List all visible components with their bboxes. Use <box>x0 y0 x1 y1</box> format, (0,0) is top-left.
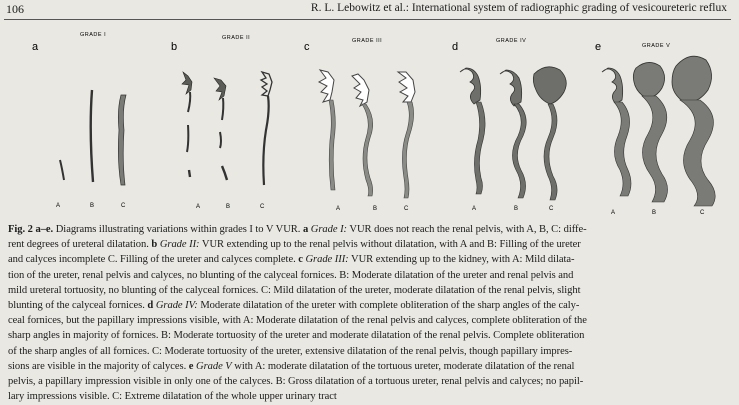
caption-line: rent degrees of ureteral dilatation. b Grade II: VUR extending up to the renal pelvis without dilatation, with A and B: Filling of the ureter <box>8 239 581 251</box>
figure-label: Fig. 2 a–e. <box>8 224 54 235</box>
grade-title-5: GRADE V <box>642 43 671 49</box>
grade1-c-ureter <box>118 95 126 185</box>
grade4-label-a: A <box>472 206 477 212</box>
grade2-c-drawing <box>261 72 272 185</box>
grade-title-1: GRADE I <box>80 32 107 38</box>
grade3-b-drawing <box>352 74 373 196</box>
grade4-b-drawing <box>500 70 526 198</box>
grade1-label-c: C <box>121 203 126 209</box>
grade2-b-drawing <box>214 78 227 180</box>
grade3-label-b: B <box>373 206 378 212</box>
caption-line: blunting of the calyceal fornices. d Grade IV: Moderate dilatation of the ureter with complete obliteration of the sharp angles of the caly- <box>8 300 580 312</box>
caption-line: sions are visible in the majority of calyces. e Grade V with A: moderate dilatation of the tortuous ureter, moderate dilatation of the renal <box>8 360 575 372</box>
grade1-a-ureter <box>60 160 64 180</box>
grade5-label-a: A <box>611 210 616 216</box>
grade5-b-drawing <box>633 62 667 202</box>
caption-line: tion of the ureter, renal pelvis and calyces, no blunting of the calyceal fornices. B: Moderate dilatation of the ureter and renal pelvis and <box>8 269 574 281</box>
caption-line: sharp angles in majority of fornices. B: Moderate tortuosity of the ureter and moderate dilatation of the renal pelvis. Complete obliteration <box>8 330 585 342</box>
grade-title-2: GRADE II <box>222 35 251 41</box>
grade1-label-b: B <box>90 203 95 209</box>
running-head: R. L. Lebowitz et al.: International system of radiographic grading of vesicoureteric reflux <box>310 2 727 14</box>
grade5-label-c: C <box>700 210 705 216</box>
page-header <box>0 2 739 18</box>
panel-letter-a: a <box>32 41 39 53</box>
page-number: 106 <box>6 2 24 16</box>
caption-line: of the sharp angles of all fornices. C: Moderate tortuosity of the ureter, extensive dilatation of the renal pelvis, though papillary impres- <box>8 345 573 357</box>
grade5-label-b: B <box>652 210 657 216</box>
caption-line: mild ureteral tortuosity, no blunting of the calyceal fornices. C: Mild dilatation of the ureter, moderate dilatation of the renal pelvis, slight <box>8 284 581 296</box>
figure-drawing <box>0 20 739 220</box>
grade1-label-a: A <box>56 203 61 209</box>
figure-2 <box>0 20 739 220</box>
panel-letter-d: d <box>452 41 459 53</box>
grade4-a-drawing <box>460 68 485 194</box>
grade5-a-drawing <box>602 68 631 196</box>
caption-line: lary impressions visible. C: Extreme dilatation of the whole upper urinary tract <box>8 391 337 403</box>
grade2-label-b: B <box>226 204 231 210</box>
grade-title-4: GRADE IV <box>496 38 527 44</box>
caption-line: and calyces incomplete C. Filling of the ureter and calyces complete. c Grade III: VUR extending up to the kidney, with A: Mild dilata- <box>8 254 575 266</box>
grade4-c-drawing <box>533 67 566 200</box>
grade4-label-b: B <box>514 206 519 212</box>
caption-line: Fig. 2 a–e. Diagrams illustrating variations within grades I to V VUR. a Grade I: VUR does not reach the renal pelvis, with A, B, C: diffe- <box>8 224 587 235</box>
grade-title-3: GRADE III <box>352 38 383 44</box>
panel-letter-e: e <box>595 41 602 53</box>
panel-letter-b: b <box>171 41 178 53</box>
grade3-label-c: C <box>404 206 409 212</box>
grade3-c-drawing <box>398 72 415 198</box>
grade2-label-a: A <box>196 204 201 210</box>
grade2-a-drawing <box>182 72 192 177</box>
caption-line: ceal fornices, but the papillary impressions visible, with A: Moderate dilatation of the renal pelvis and calyces, complete obliteration of the <box>8 315 587 327</box>
grade3-label-a: A <box>336 206 341 212</box>
grade1-b-ureter <box>91 90 93 182</box>
grade4-label-c: C <box>549 206 554 212</box>
panel-letter-c: c <box>304 41 310 53</box>
grade3-a-drawing <box>319 70 335 190</box>
figure-caption <box>8 222 732 404</box>
grade5-c-drawing <box>672 56 715 206</box>
caption-line: pelvis, a papillary impression visible in only one of the calyces. B: Gross dilatation of a tortuous ureter, renal pelvis and calyces; no papil- <box>8 376 584 388</box>
grade2-label-c: C <box>260 204 265 210</box>
